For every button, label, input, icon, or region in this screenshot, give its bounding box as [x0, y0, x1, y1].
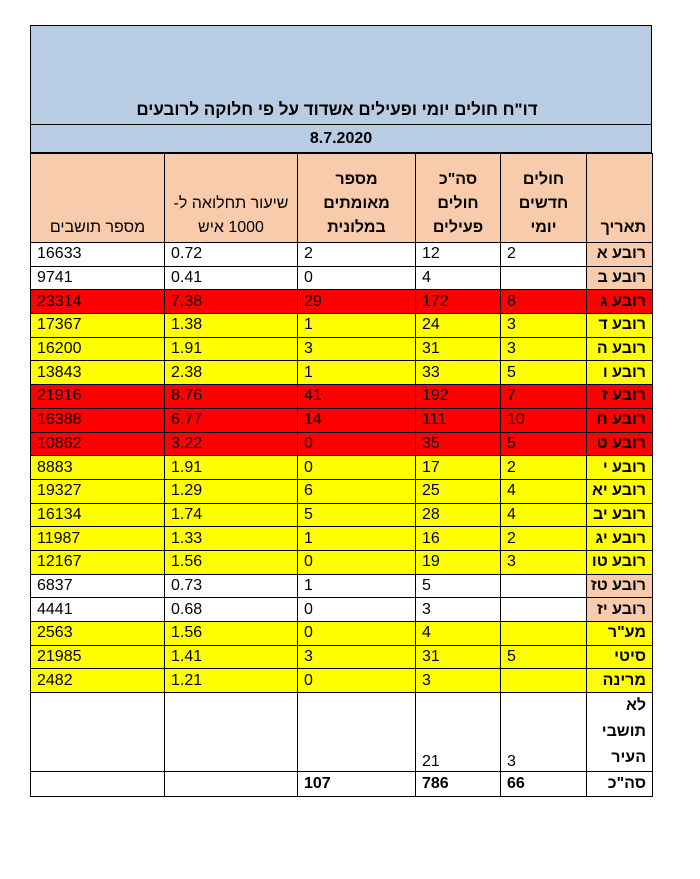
- cell-new: 5: [501, 361, 587, 385]
- cell-rate: 6.77: [165, 408, 298, 432]
- cell-hotel: [298, 693, 416, 772]
- header-total-active: סה"כ חולים פעילים: [416, 154, 501, 243]
- cell-active: 172: [416, 290, 501, 314]
- header-new-daily: חולים חדשים יומי: [501, 154, 587, 243]
- cell-rate: 1.56: [165, 550, 298, 574]
- cell-residents: 11987: [31, 527, 165, 551]
- cell-rate: 0.68: [165, 598, 298, 622]
- cell-rate: 0.41: [165, 266, 298, 290]
- cell-rate: 0.73: [165, 574, 298, 598]
- table-row: [31, 693, 653, 772]
- cell-name: מע"ר: [587, 622, 653, 646]
- cell-name: רובע יב: [587, 503, 653, 527]
- table-row: [31, 527, 653, 551]
- cell-active: 192: [416, 385, 501, 409]
- table-row: [31, 456, 653, 480]
- cell-name: רובע יז: [587, 598, 653, 622]
- cell-name: סיטי: [587, 645, 653, 669]
- report: [30, 25, 652, 797]
- cell-rate: 1.41: [165, 645, 298, 669]
- header-residents: מספר תושבים: [31, 154, 165, 243]
- cell-name: רובע ה: [587, 337, 653, 361]
- cell-rate: 1.29: [165, 479, 298, 503]
- cell-active: 28: [416, 503, 501, 527]
- cell-hotel: 0: [298, 550, 416, 574]
- cell-residents: 2482: [31, 669, 165, 693]
- cell-hotel: 0: [298, 432, 416, 456]
- cell-new: [501, 266, 587, 290]
- cell-residents: 8883: [31, 456, 165, 480]
- report-title: דו"ח חולים יומי ופעילים אשדוד על פי חלוקה לרובעים: [136, 100, 538, 119]
- cell-residents: 21985: [31, 645, 165, 669]
- cell-name: רובע ד: [587, 314, 653, 338]
- cell-rate: 0.72: [165, 243, 298, 267]
- cell-active: 5: [416, 574, 501, 598]
- cell-active: 16: [416, 527, 501, 551]
- cell-hotel: 0: [298, 598, 416, 622]
- cell-residents: 16388: [31, 408, 165, 432]
- table-row: [31, 243, 653, 267]
- cell-new: [501, 574, 587, 598]
- cell-active: 19: [416, 550, 501, 574]
- cell-active: 4: [416, 266, 501, 290]
- cell-hotel: 1: [298, 314, 416, 338]
- cell-name: לא תושבי העיר: [587, 693, 653, 772]
- cell-name: רובע ז: [587, 385, 653, 409]
- table-row: [31, 503, 653, 527]
- cell-hotel: 14: [298, 408, 416, 432]
- cell-rate: [165, 693, 298, 772]
- cell-name: רובע יג: [587, 527, 653, 551]
- table-row: [31, 645, 653, 669]
- total-row: [31, 772, 653, 797]
- table-row: [31, 598, 653, 622]
- cell-hotel: 0: [298, 622, 416, 646]
- cell-new: [501, 669, 587, 693]
- cell-new: 4: [501, 503, 587, 527]
- cell-new: 2: [501, 243, 587, 267]
- cell-residents: 4441: [31, 598, 165, 622]
- cell-residents: 6837: [31, 574, 165, 598]
- cell-active: 24: [416, 314, 501, 338]
- cell-new: 7: [501, 385, 587, 409]
- cell-new: 3: [501, 337, 587, 361]
- cell-new: 2: [501, 527, 587, 551]
- cell-name: מרינה: [587, 669, 653, 693]
- table-row: [31, 622, 653, 646]
- cell-hotel: 2: [298, 243, 416, 267]
- table-row: [31, 574, 653, 598]
- cell-active: 17: [416, 456, 501, 480]
- cell-name: רובע טז: [587, 574, 653, 598]
- cell-active: 4: [416, 622, 501, 646]
- cell-new: [501, 598, 587, 622]
- header-date: תאריך: [587, 154, 653, 243]
- cell-residents: 9741: [31, 266, 165, 290]
- cell-new: 3: [501, 314, 587, 338]
- cell-residents: 21916: [31, 385, 165, 409]
- cell-new: 10: [501, 408, 587, 432]
- cell-rate: 1.38: [165, 314, 298, 338]
- cell-active: 21: [416, 693, 501, 772]
- cell-residents: 16134: [31, 503, 165, 527]
- cell-new: 4: [501, 479, 587, 503]
- cell-residents: [31, 772, 165, 797]
- cell-active: 33: [416, 361, 501, 385]
- cell-name: רובע ח: [587, 408, 653, 432]
- cell-residents: 16200: [31, 337, 165, 361]
- cell-residents: 19327: [31, 479, 165, 503]
- cell-hotel: 3: [298, 645, 416, 669]
- cell-rate: 7.38: [165, 290, 298, 314]
- cell-residents: 10862: [31, 432, 165, 456]
- cell-rate: 1.33: [165, 527, 298, 551]
- cell-name: רובע י: [587, 456, 653, 480]
- cell-active: 31: [416, 337, 501, 361]
- cell-rate: 1.21: [165, 669, 298, 693]
- header-row: [31, 154, 653, 243]
- cell-residents: 17367: [31, 314, 165, 338]
- cell-residents: 2563: [31, 622, 165, 646]
- table-row: [31, 432, 653, 456]
- cell-new: 66: [501, 772, 587, 797]
- table-row: [31, 408, 653, 432]
- cell-hotel: 5: [298, 503, 416, 527]
- table-row: [31, 314, 653, 338]
- cell-name: רובע ב: [587, 266, 653, 290]
- cell-residents: [31, 693, 165, 772]
- table-row: [31, 266, 653, 290]
- cell-hotel: 107: [298, 772, 416, 797]
- cell-hotel: 1: [298, 527, 416, 551]
- cell-new: 3: [501, 693, 587, 772]
- cell-active: 25: [416, 479, 501, 503]
- cell-new: 3: [501, 550, 587, 574]
- cell-new: 2: [501, 456, 587, 480]
- cell-hotel: 1: [298, 574, 416, 598]
- table-row: [31, 290, 653, 314]
- cell-rate: 2.38: [165, 361, 298, 385]
- cell-active: 3: [416, 598, 501, 622]
- district-table: [30, 153, 653, 797]
- cell-name: סה"כ: [587, 772, 653, 797]
- cell-residents: 12167: [31, 550, 165, 574]
- cell-rate: 3.22: [165, 432, 298, 456]
- table-row: [31, 385, 653, 409]
- cell-name: רובע ג: [587, 290, 653, 314]
- table-row: [31, 361, 653, 385]
- cell-new: [501, 622, 587, 646]
- table-row: [31, 337, 653, 361]
- cell-new: 5: [501, 645, 587, 669]
- cell-hotel: 3: [298, 337, 416, 361]
- cell-rate: [165, 772, 298, 797]
- cell-active: 12: [416, 243, 501, 267]
- table-row: [31, 550, 653, 574]
- cell-hotel: 0: [298, 669, 416, 693]
- cell-active: 35: [416, 432, 501, 456]
- cell-rate: 1.74: [165, 503, 298, 527]
- table-row: [31, 669, 653, 693]
- cell-residents: 13843: [31, 361, 165, 385]
- cell-rate: 1.56: [165, 622, 298, 646]
- cell-residents: 23314: [31, 290, 165, 314]
- cell-name: רובע יא: [587, 479, 653, 503]
- report-date: 8.7.2020: [30, 125, 652, 153]
- cell-hotel: 0: [298, 456, 416, 480]
- table-row: [31, 479, 653, 503]
- cell-hotel: 29: [298, 290, 416, 314]
- cell-hotel: 6: [298, 479, 416, 503]
- cell-rate: 8.76: [165, 385, 298, 409]
- cell-active: 111: [416, 408, 501, 432]
- cell-name: רובע א: [587, 243, 653, 267]
- cell-active: 31: [416, 645, 501, 669]
- cell-rate: 1.91: [165, 456, 298, 480]
- cell-name: רובע ו: [587, 361, 653, 385]
- cell-name: רובע טו: [587, 550, 653, 574]
- header-confirmed-hotel: מספר מאומתים במלונית: [298, 154, 416, 243]
- cell-rate: 1.91: [165, 337, 298, 361]
- cell-new: 5: [501, 432, 587, 456]
- cell-residents: 16633: [31, 243, 165, 267]
- title-banner: [30, 25, 652, 125]
- cell-name: רובע ט: [587, 432, 653, 456]
- cell-hotel: 1: [298, 361, 416, 385]
- cell-active: 3: [416, 669, 501, 693]
- cell-hotel: 41: [298, 385, 416, 409]
- cell-hotel: 0: [298, 266, 416, 290]
- cell-new: 8: [501, 290, 587, 314]
- cell-active: 786: [416, 772, 501, 797]
- header-rate-per-1000: שיעור תחלואה ל- 1000 איש: [165, 154, 298, 243]
